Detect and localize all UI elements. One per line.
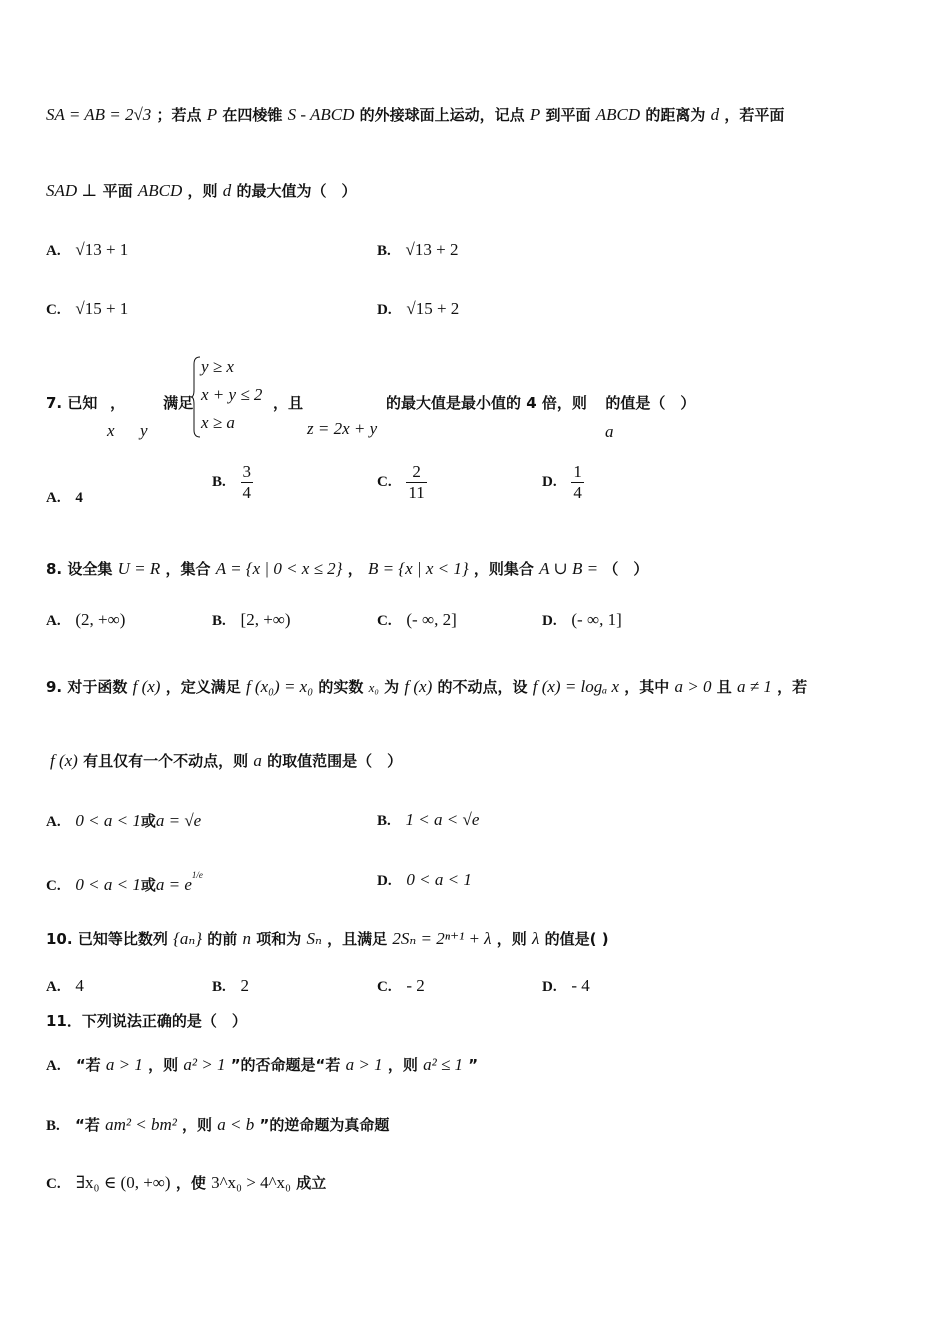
q6-text-2: 在四棱锥 [222, 106, 283, 124]
q7-line [46, 392, 193, 413]
q10-text-2: 的前 [207, 930, 238, 948]
option-value: 1 < a < √e [405, 810, 480, 829]
fraction-numerator: 3 [242, 462, 252, 481]
q9-text-5: 的不动点，设 [437, 678, 528, 696]
q6-text-7: 平面 [102, 182, 133, 200]
q9-text-6: ，其中 [624, 678, 670, 696]
option-label: C. [46, 1176, 61, 1192]
option-value-part1: 0 < a < 1 [75, 811, 141, 830]
option-value-part2: a = e [155, 875, 192, 894]
option-label: B. [212, 474, 226, 490]
q6-option-c [46, 299, 128, 319]
q11-b-text-2: ，则 [182, 1116, 213, 1134]
q11-a-text-1: “若 [75, 1056, 101, 1074]
q11-a-math-1: a > 1 [105, 1055, 143, 1074]
q9-option-c [46, 870, 203, 895]
option-label: A. [46, 490, 61, 506]
q8-union: A ∪ B = [539, 559, 599, 578]
option-label: B. [377, 813, 391, 829]
q7-var-a: a [605, 422, 614, 441]
q11-a-text-2: ，则 [148, 1056, 179, 1074]
option-value: - 2 [406, 976, 425, 995]
q10-option-c [377, 976, 425, 996]
q7-text-1: 已知 [67, 394, 98, 412]
q6-option-d [377, 299, 459, 319]
q10-text-3: 项和为 [256, 930, 302, 948]
q6-math-abcd2: ABCD [137, 181, 183, 200]
q6-text-9: 的最大值为（ ） [236, 182, 357, 200]
q10-text-6: 的值是( ) [544, 930, 609, 948]
q11-b-text-3: ”的逆命题为真命题 [259, 1116, 390, 1134]
q8-option-d [542, 610, 622, 630]
q9-text-2: ，定义满足 [165, 678, 241, 696]
q9-text-7: 且 [716, 678, 732, 696]
q9-text-4: 为 [384, 678, 400, 696]
q7-option-b [212, 462, 253, 503]
q7-line-b [273, 392, 303, 413]
option-label: A. [46, 243, 61, 259]
q6-math-abcd: ABCD [595, 105, 641, 124]
fraction-numerator: 1 [573, 462, 582, 481]
q6-option-a [46, 240, 128, 260]
q6-text-4: 到平面 [545, 106, 591, 124]
q8-set-b: B = {x | x < 1} [367, 559, 469, 578]
option-value: (- ∞, 1] [571, 610, 622, 629]
q10-text-5: ，则 [496, 930, 527, 948]
q10-math-lambda: λ [532, 929, 540, 948]
q7-text-2: ， [110, 394, 126, 412]
q6-text-5: 的距离为 [645, 106, 706, 124]
q8-text-2: ，集合 [165, 560, 211, 578]
q10-option-b [212, 976, 249, 996]
option-label: D. [377, 873, 392, 889]
option-label: D. [377, 302, 392, 318]
q9-math-fx2: f (x) [404, 677, 433, 696]
q10-text-1: 已知等比数列 [77, 930, 168, 948]
q11-a-text-5: ” [468, 1056, 479, 1074]
q9-text-8: ，若 [777, 678, 808, 696]
q11-c-text-1: ，使 [175, 1174, 206, 1192]
fraction [406, 462, 426, 503]
q9-text-10: 的取值范围是（ ） [267, 752, 403, 770]
q10-math-eq: 2Sₙ = 2ⁿ⁺¹ + λ [392, 929, 492, 948]
option-value: (2, +∞) [75, 610, 126, 629]
q7-constraint-1: y ≥ x [201, 357, 234, 376]
q11-option-a [46, 1054, 478, 1075]
fraction-denominator: 4 [242, 483, 252, 502]
q8-text-4: ，则集合 [473, 560, 534, 578]
q6-math-d2: d [222, 181, 232, 200]
q8-text-5: （ ） [603, 560, 649, 578]
q9-text-1: 对于函数 [67, 678, 128, 696]
q9-line1 [46, 676, 807, 697]
q9-text-9: 有且仅有一个不动点，则 [83, 752, 249, 770]
q8-line [46, 558, 648, 579]
q10-math-an: {aₙ} [173, 929, 203, 948]
q6-text-1: ；若点 [156, 106, 202, 124]
q7-line-c [386, 392, 695, 413]
q11-option-c [46, 1172, 326, 1193]
q6-text-8: ，则 [187, 182, 218, 200]
q11-a-math-3: a > 1 [345, 1055, 383, 1074]
q9-math-fx: f (x) [132, 677, 161, 696]
q9-option-b [377, 810, 479, 830]
q9-option-d [377, 870, 472, 890]
option-label: A. [46, 814, 61, 830]
q6-text-3: 的外接球面上运动，记点 [359, 106, 525, 124]
q10-number: 10. [46, 930, 73, 948]
q8-text-1: 设全集 [67, 560, 113, 578]
q9-math-a0: a > 0 [674, 677, 712, 696]
q10-option-d [542, 976, 590, 996]
option-or: 或 [140, 876, 156, 894]
fraction-denominator: 4 [573, 483, 582, 502]
q7-text-6: 的值是（ ） [605, 394, 696, 412]
option-label: D. [542, 474, 557, 490]
q6-math-p: P [206, 105, 218, 124]
option-value: √15 + 2 [406, 299, 460, 318]
option-value: 0 < a < 1 [406, 870, 472, 889]
q6-math-d: d [710, 105, 720, 124]
option-label: D. [542, 613, 557, 629]
q10-math-sn: Sₙ [306, 929, 322, 948]
q6-math-sa-ab: SA = AB = 2√3 [46, 105, 152, 124]
q7-number: 7. [46, 394, 63, 412]
option-label: A. [46, 1058, 61, 1074]
q8-option-a [46, 610, 125, 630]
option-value-part1: 0 < a < 1 [75, 875, 141, 894]
option-label: C. [377, 613, 392, 629]
q7-objective-z: z = 2x + y [307, 419, 378, 438]
q10-line [46, 928, 609, 949]
q8-number: 8. [46, 560, 63, 578]
option-value: (- ∞, 2] [406, 610, 457, 629]
q9-math-log: f (x) = logₐ x [532, 677, 620, 696]
q6-option-b [377, 240, 458, 260]
q8-option-c [377, 610, 457, 630]
q6-line1 [46, 104, 784, 125]
option-value: √13 + 2 [405, 240, 459, 259]
q9-option-a [46, 810, 201, 831]
q11-b-math-1: am² < bm² [105, 1115, 177, 1134]
q11-b-text-1: “若 [75, 1116, 100, 1134]
option-value: - 4 [571, 976, 590, 995]
q7-text-4: ，且 [273, 394, 304, 412]
q11-option-b [46, 1114, 389, 1135]
q7-constraint-3: x ≥ a [201, 413, 235, 432]
q6-text-6: ，若平面 [724, 106, 785, 124]
fraction [241, 462, 254, 503]
q9-line2 [50, 750, 402, 771]
q11-a-math-4: a² ≤ 1 [423, 1055, 464, 1074]
q8-universal-set: U = R [117, 559, 161, 578]
q9-math-fx0: f (x₀) = x₀ [245, 677, 314, 696]
q8-option-b [212, 610, 291, 630]
q9-math-x0: x₀ [368, 680, 379, 695]
option-label: A. [46, 613, 61, 629]
q10-option-a [46, 976, 84, 996]
q11-a-math-2: a² > 1 [183, 1055, 226, 1074]
option-label: C. [46, 302, 61, 318]
q6-math-sad: SAD ⊥ [46, 181, 98, 200]
q11-a-text-3: ”的否命题是“若 [230, 1056, 341, 1074]
option-value-part2: a = √e [155, 811, 202, 830]
q9-text-3: 的实数 [318, 678, 364, 696]
q9-number: 9. [46, 678, 63, 696]
option-exponent: 1/e [191, 870, 203, 880]
q10-math-n: n [242, 929, 252, 948]
option-label: B. [212, 613, 226, 629]
option-label: B. [46, 1118, 60, 1134]
option-value: 4 [75, 976, 84, 995]
q6-math-p2: P [529, 105, 541, 124]
option-value: √15 + 1 [75, 299, 129, 318]
option-value: 4 [75, 490, 83, 506]
q11-title: 11．下列说法正确的是（ ） [46, 1012, 247, 1030]
q7-constraint-2: x + y ≤ 2 [201, 385, 263, 404]
option-label: C. [46, 878, 61, 894]
q11-b-math-2: a < b [217, 1115, 255, 1134]
q7-var-y: y [140, 421, 148, 440]
q11-c-text-2: 成立 [296, 1174, 327, 1192]
option-label: C. [377, 474, 392, 490]
q9-math-a1: a ≠ 1 [737, 677, 772, 696]
option-or: 或 [140, 812, 156, 830]
q11-c-math-2: 3^x₀ > 4^x₀ [211, 1173, 291, 1192]
q9-math-a: a [253, 751, 262, 770]
q7-option-d [542, 462, 584, 503]
option-label: B. [377, 243, 391, 259]
q8-text-3: ， [347, 560, 363, 578]
fraction [571, 462, 584, 503]
fraction-denominator: 11 [408, 483, 425, 502]
q7-var-x: x [107, 421, 115, 440]
q9-math-fx3: f (x) [50, 751, 78, 770]
option-label: D. [542, 979, 557, 995]
q7-text-3: 满足 [163, 394, 194, 412]
fraction-numerator: 2 [406, 462, 426, 483]
q8-set-a: A = {x | 0 < x ≤ 2} [215, 559, 343, 578]
q6-line2 [46, 180, 357, 201]
q11-c-math-1: ∃x₀ ∈ (0, +∞) [75, 1173, 171, 1192]
option-value: √13 + 1 [75, 240, 129, 259]
option-label: B. [212, 979, 226, 995]
option-label: C. [377, 979, 392, 995]
option-value: [2, +∞) [240, 610, 291, 629]
option-value: 2 [240, 976, 250, 995]
option-label: A. [46, 979, 61, 995]
q11-a-text-4: ，则 [387, 1056, 418, 1074]
q6-math-sabcd: S - ABCD [287, 105, 355, 124]
q7-text-5: 的最大值是最小值的 4 倍，则 [386, 394, 587, 412]
q7-option-a [46, 488, 83, 507]
q7-option-c [377, 462, 427, 503]
q10-text-4: ，且满足 [327, 930, 388, 948]
